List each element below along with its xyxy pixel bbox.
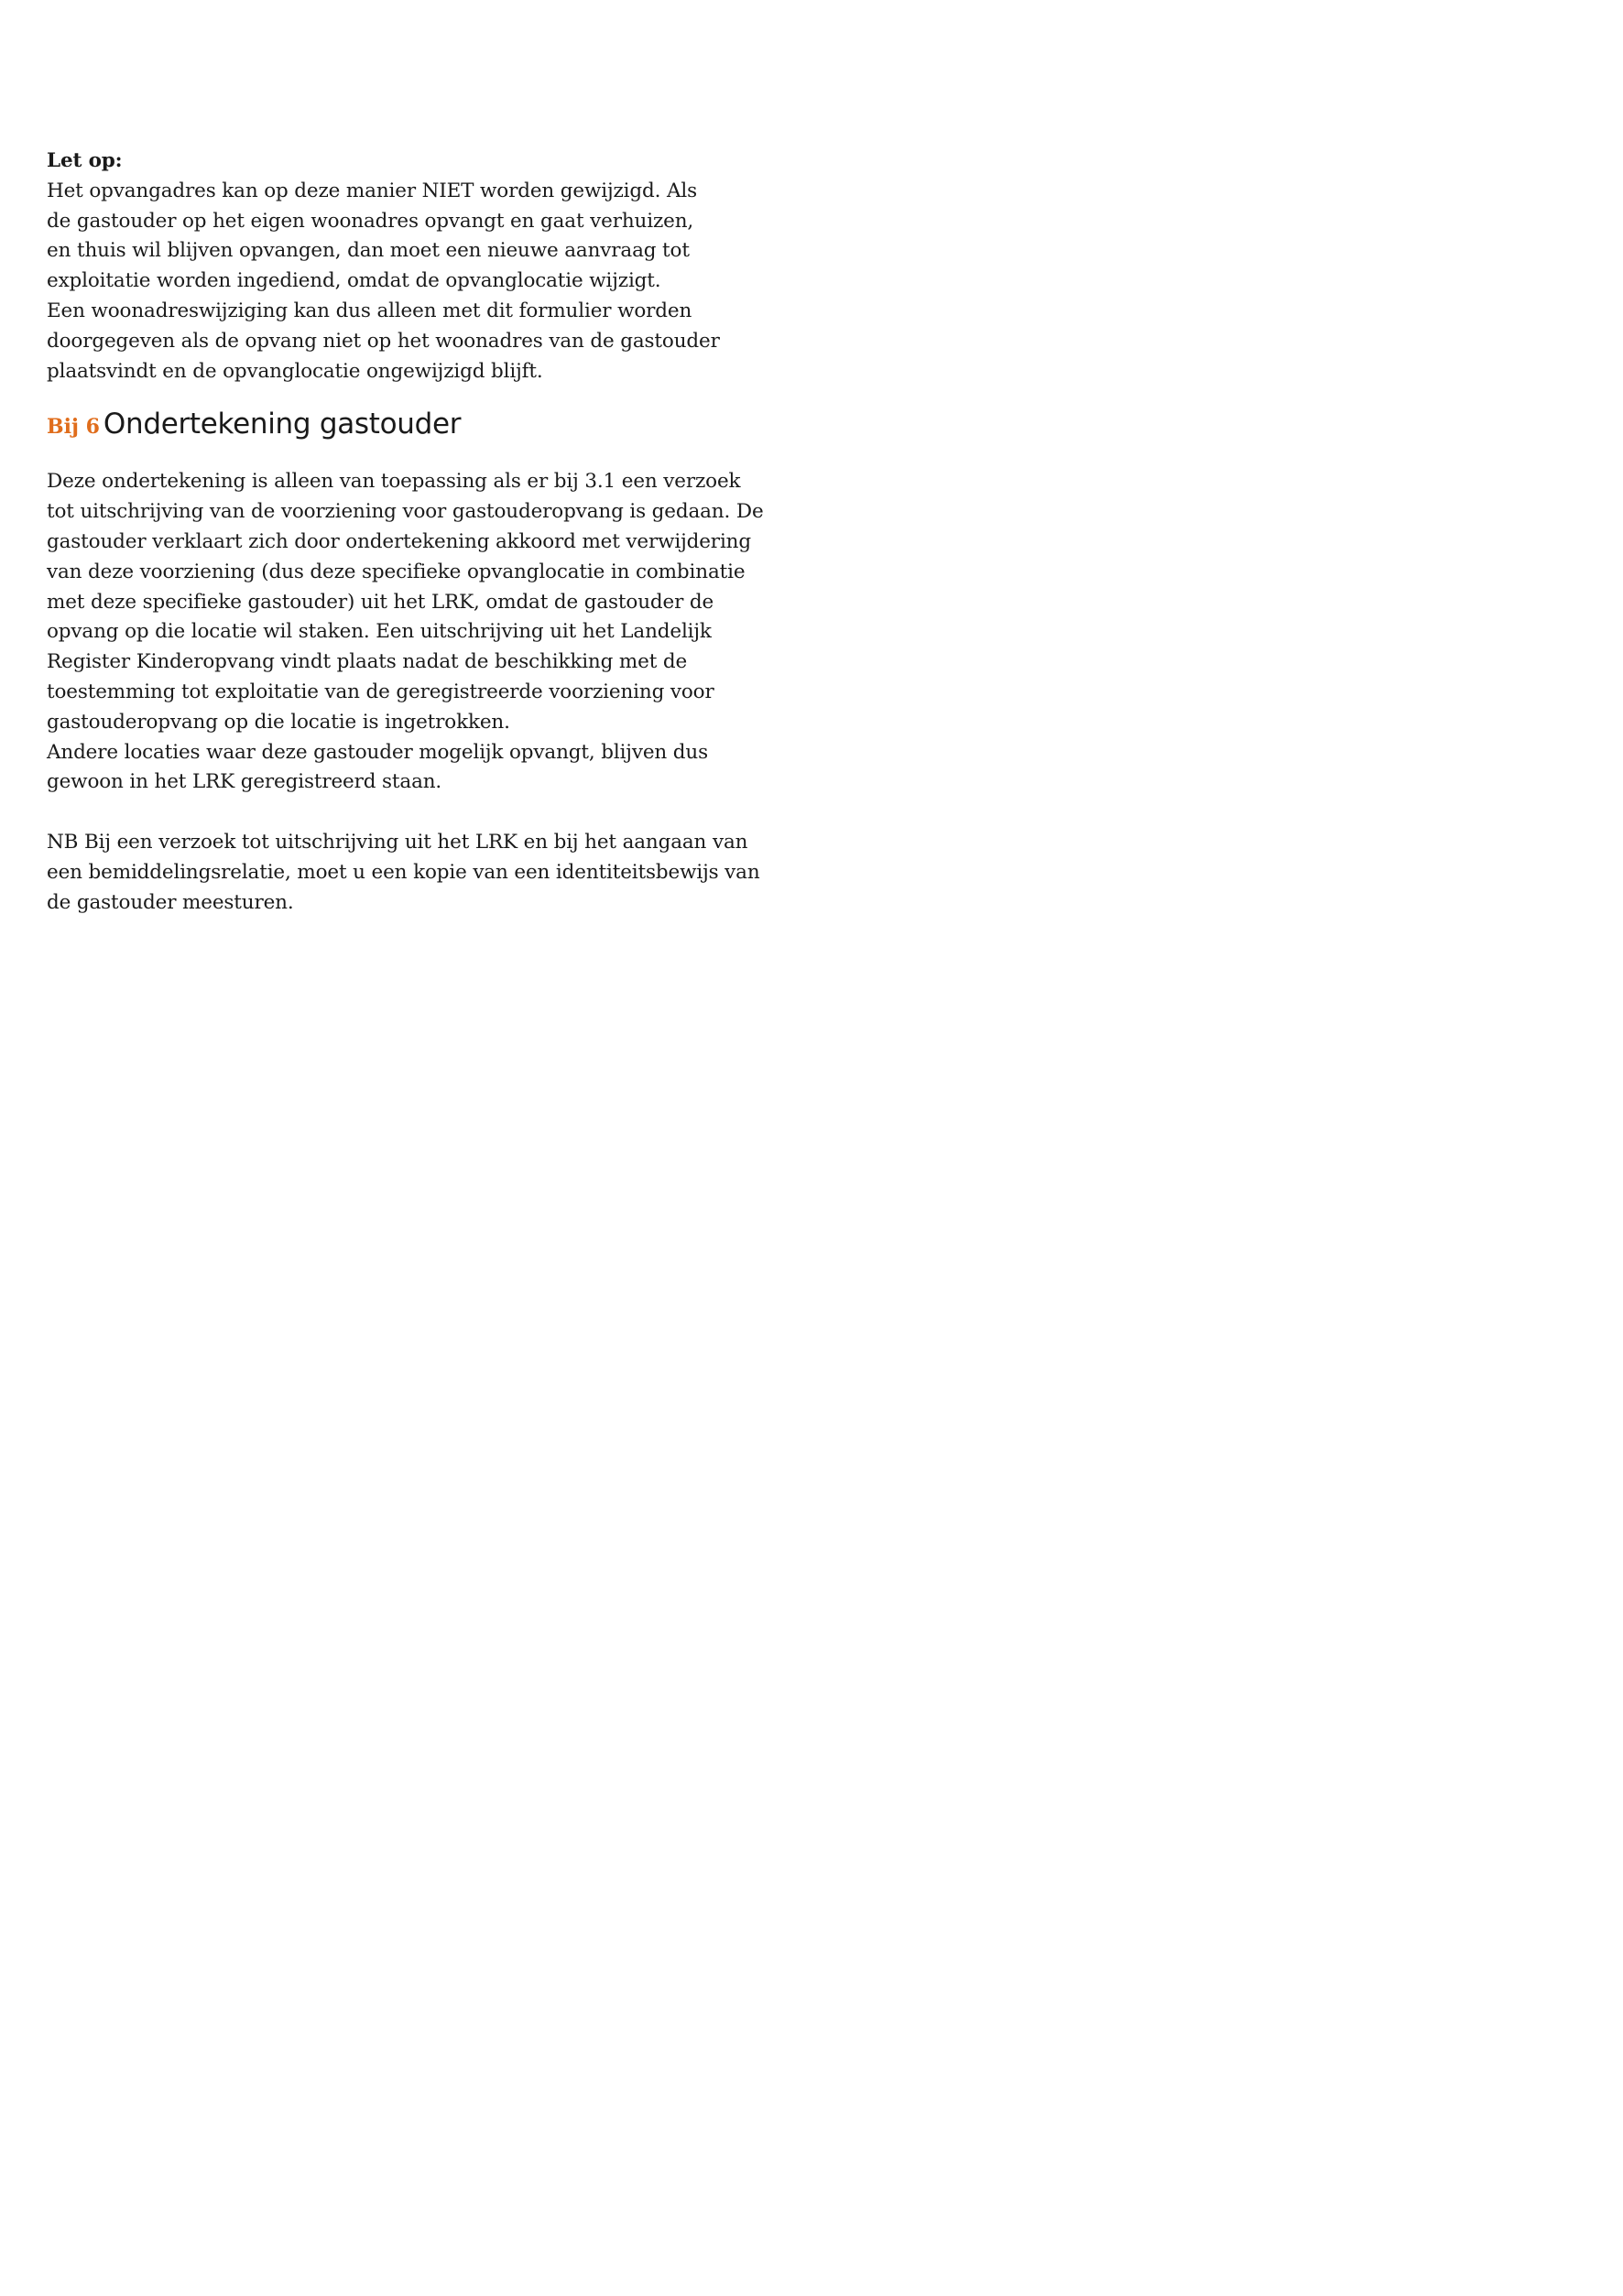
paragraph-line: gastouder verklaart zich door ondertekening akkoord met verwijdering: [47, 529, 751, 553]
note-line: en thuis wil blijven opvangen, dan moet een nieuwe aanvraag tot: [47, 239, 690, 263]
paragraph-line: Deze ondertekening is alleen van toepassing als er bij 3.1 een verzoek: [47, 470, 741, 494]
paragraph-line: met deze specifieke gastouder) uit het LRK, omdat de gastouder de: [47, 590, 714, 614]
note-line: plaatsvindt en de opvanglocatie ongewijzigd blijft.: [47, 359, 543, 383]
document-column: [47, 147, 770, 918]
paragraph-line: Andere locaties waar deze gastouder mogelijk opvangt, blijven dus: [47, 740, 708, 764]
paragraph-line: gastouderopvang op die locatie is ingetrokken.: [47, 710, 510, 734]
note-title: Let op:: [47, 149, 123, 172]
paragraph-line: NB Bij een verzoek tot uitschrijving uit het LRK en bij het aangaan van: [47, 830, 748, 854]
note-line: exploitatie worden ingediend, omdat de opvanglocatie wijzigt.: [47, 269, 661, 293]
note-line: Het opvangadres kan op deze manier NIET worden gewijzigd. Als: [47, 179, 697, 202]
paragraph-line: een bemiddelingsrelatie, moet u een kopie van een identiteitsbewijs van: [47, 860, 760, 884]
paragraph-line: toestemming tot exploitatie van de geregistreerde voorziening voor: [47, 680, 714, 703]
note-line: doorgegeven als de opvang niet op het woonadres van de gastouder: [47, 329, 720, 353]
note-line: de gastouder op het eigen woonadres opvangt en gaat verhuizen,: [47, 209, 694, 233]
paragraph-line: Register Kinderopvang vindt plaats nadat de beschikking met de: [47, 650, 688, 674]
section-number: Bij 6: [47, 415, 100, 440]
paragraph-line: opvang op die locatie wil staken. Een uitschrijving uit het Landelijk: [47, 620, 712, 644]
body-paragraph-2: [47, 828, 770, 918]
paragraph-line: tot uitschrijving van de voorziening voor gastouderopvang is gedaan. De: [47, 500, 764, 524]
section-title: Ondertekening gastouder: [103, 408, 462, 441]
paragraph-line: de gastouder meesturen.: [47, 890, 294, 914]
paragraph-line: gewoon in het LRK geregistreerd staan.: [47, 770, 442, 794]
body-paragraph-1: [47, 467, 770, 798]
section-heading: [47, 406, 770, 442]
paragraph-line: van deze voorziening (dus deze specifieke opvanglocatie in combinatie: [47, 560, 746, 583]
note-line: Een woonadreswijziging kan dus alleen met dit formulier worden: [47, 299, 692, 322]
note-block: [47, 147, 770, 386]
